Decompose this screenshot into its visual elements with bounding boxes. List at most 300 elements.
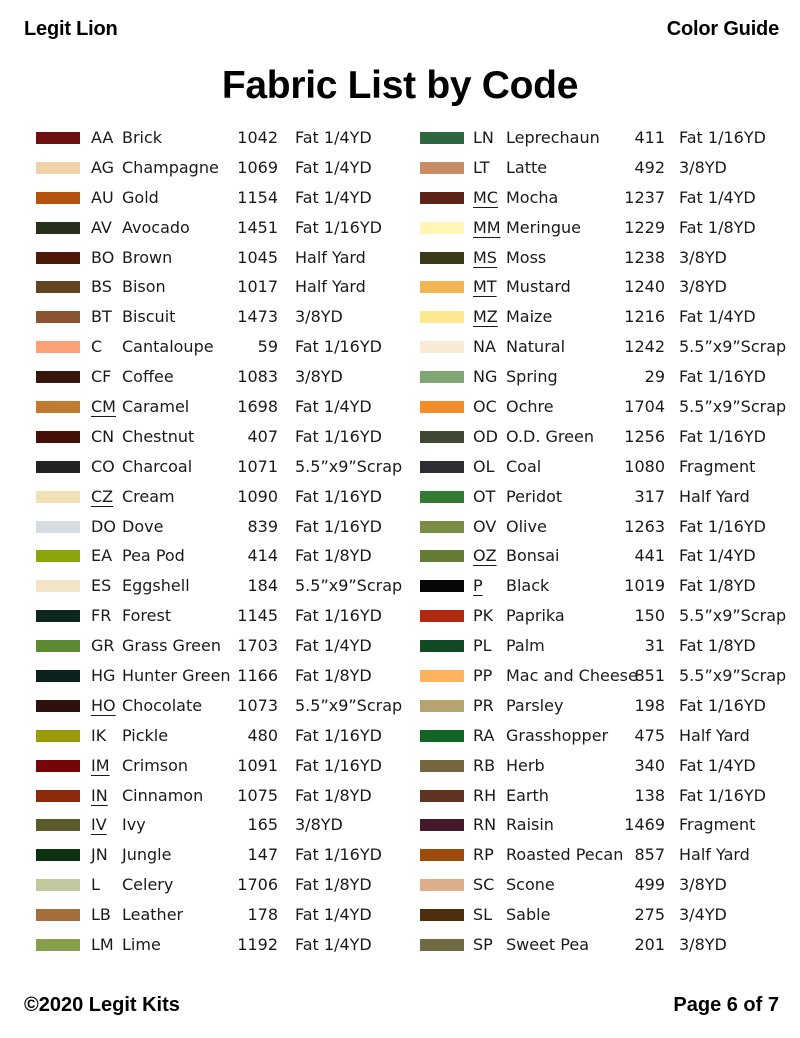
page-number-label: Page 6 of 7 [673, 994, 779, 1016]
fabric-amount: Half Yard [295, 247, 366, 267]
color-swatch [36, 162, 80, 174]
color-swatch [36, 192, 80, 204]
fabric-code: RB [473, 755, 496, 775]
brand-label: Legit Lion [24, 18, 118, 40]
fabric-amount: Fragment [679, 815, 756, 835]
fabric-amount: Fat 1/4YD [295, 935, 372, 955]
color-swatch [420, 222, 464, 234]
fabric-amount: 3/8YD [679, 935, 727, 955]
fabric-number: 1216 [624, 307, 665, 327]
color-swatch [36, 670, 80, 682]
fabric-code: FR [91, 606, 112, 626]
fabric-code: PL [473, 636, 492, 656]
fabric-code: JN [91, 845, 108, 865]
fabric-amount: Fat 1/16YD [679, 128, 766, 147]
fabric-row [36, 303, 416, 333]
fabric-name: Scone [506, 875, 555, 895]
color-swatch [420, 819, 464, 831]
fabric-code: OZ [473, 546, 497, 566]
color-swatch [36, 281, 80, 293]
fabric-number: 1240 [624, 277, 665, 297]
fabric-number: 851 [634, 666, 665, 686]
fabric-code: CN [91, 426, 115, 446]
fabric-row [420, 363, 795, 393]
fabric-row [420, 602, 795, 632]
color-swatch [420, 521, 464, 533]
fabric-number: 1256 [624, 426, 665, 446]
fabric-number: 480 [247, 725, 278, 745]
fabric-number: 1075 [237, 785, 278, 805]
fabric-code: LT [473, 157, 490, 177]
fabric-code: P [473, 576, 483, 596]
fabric-row [36, 273, 416, 303]
color-swatch [420, 371, 464, 383]
fabric-amount: Fat 1/8YD [295, 875, 372, 895]
fabric-code: L [91, 875, 100, 895]
fabric-code: EA [91, 546, 113, 566]
fabric-name: Avocado [122, 217, 190, 237]
fabric-amount: 3/8YD [679, 157, 727, 177]
fabric-row [36, 453, 416, 483]
fabric-code: SL [473, 905, 493, 925]
color-swatch [36, 431, 80, 443]
fabric-amount: Fat 1/4YD [295, 636, 372, 656]
fabric-name: Roasted Pecan [506, 845, 624, 865]
fabric-code: NG [473, 367, 498, 387]
fabric-number: 1698 [237, 397, 278, 417]
fabric-number: 407 [247, 426, 278, 446]
fabric-row [420, 811, 795, 841]
fabric-amount: Fat 1/4YD [295, 905, 372, 925]
fabric-amount: Half Yard [295, 277, 366, 297]
fabric-amount: Fat 1/4YD [295, 187, 372, 207]
fabric-amount: Fat 1/16YD [679, 695, 766, 715]
color-swatch [36, 700, 80, 712]
fabric-name: Grass Green [122, 636, 221, 656]
fabric-list-left-column [36, 124, 416, 961]
fabric-row [36, 811, 416, 841]
fabric-row [420, 841, 795, 871]
color-swatch [420, 431, 464, 443]
fabric-row [420, 154, 795, 184]
fabric-row [36, 124, 416, 154]
fabric-row [36, 244, 416, 274]
fabric-number: 317 [634, 486, 665, 506]
fabric-name: Sable [506, 905, 551, 925]
fabric-row [420, 692, 795, 722]
fabric-row [420, 244, 795, 274]
color-swatch [36, 521, 80, 533]
fabric-name: Sweet Pea [506, 935, 590, 955]
color-swatch [420, 550, 464, 562]
fabric-name: Latte [506, 157, 548, 177]
fabric-amount: 5.5”x9”Scrap [295, 576, 403, 596]
color-swatch [36, 371, 80, 383]
fabric-code: IV [91, 815, 107, 835]
fabric-name: Mac and Cheese [506, 666, 638, 686]
fabric-name: Coffee [122, 367, 174, 387]
fabric-row [36, 513, 416, 543]
fabric-number: 1154 [237, 187, 278, 207]
fabric-row [36, 931, 416, 961]
fabric-number: 138 [634, 785, 665, 805]
fabric-number: 411 [634, 128, 665, 147]
fabric-row [36, 184, 416, 214]
fabric-amount: Fat 1/16YD [295, 845, 382, 865]
fabric-row [36, 871, 416, 901]
fabric-code: NA [473, 337, 496, 357]
fabric-code: PR [473, 695, 494, 715]
fabric-name: Cantaloupe [122, 337, 214, 357]
fabric-code: CF [91, 367, 112, 387]
fabric-name: Eggshell [122, 576, 190, 596]
fabric-row [36, 901, 416, 931]
color-swatch [36, 879, 80, 891]
fabric-amount: 3/8YD [679, 277, 727, 297]
fabric-amount: Fat 1/16YD [295, 606, 382, 626]
fabric-name: Pickle [122, 725, 169, 745]
fabric-number: 1145 [237, 606, 278, 626]
fabric-number: 499 [634, 875, 665, 895]
fabric-amount: Fat 1/4YD [679, 546, 756, 566]
fabric-number: 184 [247, 576, 278, 596]
fabric-code: MT [473, 277, 497, 297]
fabric-row [36, 333, 416, 363]
fabric-name: O.D. Green [506, 426, 594, 446]
fabric-row [420, 393, 795, 423]
color-swatch [420, 849, 464, 861]
fabric-number: 1237 [624, 187, 665, 207]
fabric-number: 414 [247, 546, 278, 566]
fabric-amount: Fat 1/4YD [295, 397, 372, 417]
fabric-number: 275 [634, 905, 665, 925]
fabric-number: 1473 [237, 307, 278, 327]
fabric-row [420, 273, 795, 303]
fabric-name: Forest [122, 606, 172, 626]
fabric-code: IN [91, 785, 108, 805]
fabric-row [420, 513, 795, 543]
fabric-row [420, 901, 795, 931]
fabric-name: Olive [506, 516, 547, 536]
fabric-name: Mocha [506, 187, 559, 207]
fabric-code: OL [473, 456, 495, 476]
fabric-name: Paprika [506, 606, 565, 626]
fabric-name: Jungle [122, 845, 172, 865]
fabric-name: Maize [506, 307, 553, 327]
fabric-name: Cinnamon [122, 785, 204, 805]
fabric-number: 201 [634, 935, 665, 955]
fabric-amount: 3/8YD [295, 367, 343, 387]
fabric-row [36, 363, 416, 393]
fabric-name: Earth [506, 785, 549, 805]
fabric-row [36, 632, 416, 662]
color-swatch [420, 760, 464, 772]
fabric-name: Parsley [506, 695, 564, 715]
fabric-amount: 5.5”x9”Scrap [679, 397, 787, 417]
color-swatch [36, 491, 80, 503]
fabric-code: RN [473, 815, 497, 835]
fabric-number: 1166 [237, 666, 278, 686]
fabric-amount: 5.5”x9”Scrap [679, 337, 787, 357]
color-swatch [420, 341, 464, 353]
page-title: Fabric List by Code [221, 64, 579, 107]
fabric-number: 857 [634, 845, 665, 865]
fabric-row [36, 542, 416, 572]
color-swatch [36, 461, 80, 473]
color-swatch [420, 401, 464, 413]
fabric-row [420, 662, 795, 692]
fabric-code: LB [91, 905, 111, 925]
fabric-name: Chocolate [122, 695, 203, 715]
fabric-code: MC [473, 187, 498, 207]
fabric-code: LN [473, 128, 494, 147]
fabric-code: DO [91, 516, 116, 536]
fabric-amount: Fat 1/4YD [295, 157, 372, 177]
fabric-code: MS [473, 247, 497, 267]
fabric-name: Brick [122, 128, 163, 147]
fabric-row [36, 214, 416, 244]
fabric-amount: 5.5”x9”Scrap [679, 606, 787, 626]
color-swatch [36, 939, 80, 951]
fabric-row [420, 453, 795, 483]
fabric-row [420, 931, 795, 961]
fabric-amount: 3/8YD [295, 815, 343, 835]
fabric-amount: Fragment [679, 456, 756, 476]
color-swatch [420, 879, 464, 891]
color-swatch [36, 222, 80, 234]
fabric-amount: 5.5”x9”Scrap [295, 695, 403, 715]
fabric-row [36, 423, 416, 453]
fabric-name: Meringue [506, 217, 581, 237]
color-swatch [420, 162, 464, 174]
fabric-number: 1083 [237, 367, 278, 387]
fabric-amount: Fat 1/16YD [295, 516, 382, 536]
fabric-amount: Fat 1/4YD [679, 307, 756, 327]
color-swatch [420, 491, 464, 503]
fabric-number: 1073 [237, 695, 278, 715]
fabric-name: Palm [506, 636, 545, 656]
fabric-name: Peridot [506, 486, 563, 506]
fabric-row [420, 752, 795, 782]
fabric-amount: Fat 1/4YD [679, 755, 756, 775]
fabric-number: 1703 [237, 636, 278, 656]
fabric-row [36, 662, 416, 692]
color-swatch [36, 819, 80, 831]
fabric-code: MM [473, 217, 501, 237]
fabric-name: Moss [506, 247, 547, 267]
fabric-name: Bison [122, 277, 166, 297]
fabric-number: 31 [644, 636, 665, 656]
fabric-name: Ochre [506, 397, 554, 417]
fabric-number: 1238 [624, 247, 665, 267]
color-swatch [420, 670, 464, 682]
fabric-name: Brown [122, 247, 173, 267]
fabric-amount: 5.5”x9”Scrap [295, 456, 403, 476]
fabric-row [420, 722, 795, 752]
color-swatch [420, 311, 464, 323]
fabric-number: 1069 [237, 157, 278, 177]
color-swatch [36, 760, 80, 772]
color-swatch [36, 849, 80, 861]
fabric-amount: Fat 1/16YD [295, 725, 382, 745]
fabric-number: 1091 [237, 755, 278, 775]
fabric-amount: 5.5”x9”Scrap [679, 666, 787, 686]
fabric-number: 1071 [237, 456, 278, 476]
fabric-name: Natural [506, 337, 566, 357]
fabric-number: 1242 [624, 337, 665, 357]
fabric-row [36, 722, 416, 752]
color-swatch [420, 939, 464, 951]
fabric-number: 1080 [624, 456, 665, 476]
fabric-amount: Fat 1/8YD [679, 217, 756, 237]
fabric-row [36, 752, 416, 782]
fabric-code: SP [473, 935, 493, 955]
fabric-code: IK [91, 725, 107, 745]
fabric-code: OD [473, 426, 498, 446]
fabric-code: MZ [473, 307, 498, 327]
color-swatch [420, 790, 464, 802]
fabric-number: 29 [644, 367, 665, 387]
fabric-amount: Fat 1/8YD [295, 666, 372, 686]
color-swatch [420, 909, 464, 921]
fabric-row [36, 393, 416, 423]
color-swatch [36, 580, 80, 592]
fabric-amount: Fat 1/8YD [679, 636, 756, 656]
fabric-row [420, 483, 795, 513]
fabric-code: C [91, 337, 103, 357]
fabric-amount: Fat 1/16YD [679, 516, 766, 536]
fabric-row [420, 124, 795, 154]
fabric-code: CM [91, 397, 116, 417]
fabric-amount: Fat 1/16YD [679, 785, 766, 805]
fabric-amount: Fat 1/16YD [295, 337, 382, 357]
color-swatch [36, 730, 80, 742]
fabric-number: 441 [634, 546, 665, 566]
fabric-name: Raisin [506, 815, 554, 835]
fabric-amount: Half Yard [679, 725, 750, 745]
color-swatch [420, 192, 464, 204]
fabric-code: BS [91, 277, 112, 297]
fabric-number: 1017 [237, 277, 278, 297]
fabric-amount: Half Yard [679, 486, 750, 506]
fabric-amount: Fat 1/4YD [679, 187, 756, 207]
fabric-row [420, 542, 795, 572]
fabric-code: OV [473, 516, 497, 536]
fabric-row [420, 184, 795, 214]
fabric-row [420, 632, 795, 662]
fabric-number: 492 [634, 157, 665, 177]
fabric-number: 1229 [624, 217, 665, 237]
fabric-row [36, 483, 416, 513]
fabric-row [36, 154, 416, 184]
color-swatch [36, 132, 80, 144]
fabric-code: HO [91, 695, 116, 715]
fabric-name: Black [506, 576, 550, 596]
fabric-code: OC [473, 397, 497, 417]
fabric-name: Dove [122, 516, 164, 536]
fabric-name: Leather [122, 905, 184, 925]
fabric-row [420, 303, 795, 333]
color-swatch [36, 909, 80, 921]
fabric-row [420, 333, 795, 363]
fabric-code: HG [91, 666, 116, 686]
color-swatch [420, 730, 464, 742]
color-swatch [36, 341, 80, 353]
fabric-code: CO [91, 456, 115, 476]
fabric-number: 1019 [624, 576, 665, 596]
fabric-list-right-column [420, 124, 795, 961]
fabric-row [420, 572, 795, 602]
fabric-amount: 3/8YD [679, 247, 727, 267]
fabric-code: AV [91, 217, 112, 237]
fabric-name: Cream [122, 486, 175, 506]
fabric-row [36, 841, 416, 871]
fabric-name: Celery [122, 875, 174, 895]
fabric-row [36, 602, 416, 632]
fabric-number: 1469 [624, 815, 665, 835]
fabric-name: Bonsai [506, 546, 560, 566]
fabric-row [420, 782, 795, 812]
fabric-code: PP [473, 666, 493, 686]
fabric-code: IM [91, 755, 110, 775]
color-swatch [36, 640, 80, 652]
fabric-name: Biscuit [122, 307, 176, 327]
fabric-code: BO [91, 247, 115, 267]
fabric-name: Chestnut [122, 426, 195, 446]
color-swatch [420, 132, 464, 144]
fabric-code: LM [91, 935, 114, 955]
fabric-number: 1706 [237, 875, 278, 895]
color-swatch [420, 461, 464, 473]
section-label: Color Guide [666, 18, 779, 40]
fabric-row [36, 572, 416, 602]
fabric-number: 340 [634, 755, 665, 775]
fabric-amount: Fat 1/16YD [295, 426, 382, 446]
fabric-number: 165 [247, 815, 278, 835]
fabric-amount: Fat 1/8YD [679, 576, 756, 596]
fabric-row [36, 782, 416, 812]
fabric-number: 1045 [237, 247, 278, 267]
fabric-number: 1192 [237, 935, 278, 955]
fabric-code: RA [473, 725, 495, 745]
fabric-name: Pea Pod [122, 546, 185, 566]
fabric-amount: 3/4YD [679, 905, 727, 925]
fabric-code: RP [473, 845, 494, 865]
fabric-row [420, 214, 795, 244]
fabric-amount: Fat 1/16YD [295, 755, 382, 775]
fabric-number: 1042 [237, 128, 278, 147]
fabric-row [36, 692, 416, 722]
fabric-code: AA [91, 128, 114, 147]
fabric-name: Herb [506, 755, 545, 775]
fabric-name: Champagne [122, 157, 219, 177]
color-swatch [36, 550, 80, 562]
fabric-number: 839 [247, 516, 278, 536]
fabric-code: BT [91, 307, 112, 327]
fabric-name: Mustard [506, 277, 571, 297]
fabric-number: 59 [257, 337, 278, 357]
color-swatch [420, 281, 464, 293]
color-swatch [420, 640, 464, 652]
fabric-name: Coal [506, 456, 542, 476]
fabric-code: AU [91, 187, 114, 207]
fabric-code: SC [473, 875, 495, 895]
fabric-code: ES [91, 576, 112, 596]
fabric-code: GR [91, 636, 115, 656]
color-swatch [36, 610, 80, 622]
color-swatch [420, 252, 464, 264]
fabric-number: 1263 [624, 516, 665, 536]
